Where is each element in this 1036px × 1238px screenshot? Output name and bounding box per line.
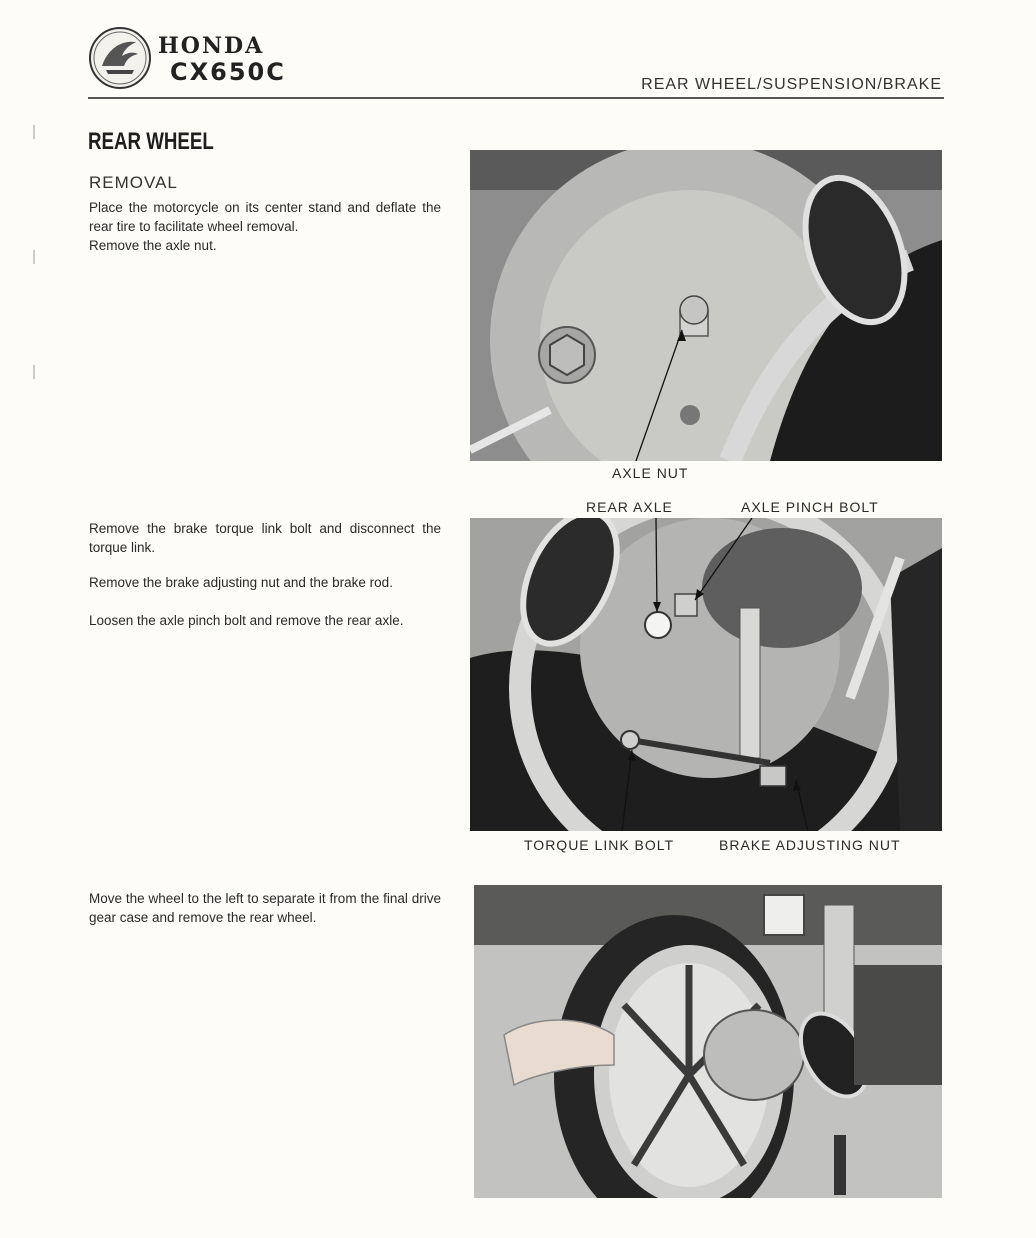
margin-mark xyxy=(33,125,35,139)
step-paragraph: Move the wheel to the left to separate it from the final drive gear case and remove the rear wheel. xyxy=(89,891,441,925)
removal-heading: REMOVAL xyxy=(89,173,178,192)
callout-brake-adjusting-nut: BRAKE ADJUSTING NUT xyxy=(719,837,901,853)
photo-wheel-removal xyxy=(474,885,942,1198)
step-paragraph: Remove the brake torque link bolt and disconnect the torque link. xyxy=(89,521,441,555)
honda-wing-icon xyxy=(88,26,152,90)
step-paragraph: Remove the brake adjusting nut and the brake rod. xyxy=(89,575,393,590)
step-paragraph: Loosen the axle pinch bolt and remove the rear axle. xyxy=(89,613,404,628)
step-paragraph xyxy=(89,198,441,255)
brand-name: HONDA xyxy=(158,33,265,59)
callout-rear-axle: REAR AXLE xyxy=(586,499,673,515)
section-header: REAR WHEEL/SUSPENSION/BRAKE xyxy=(641,76,942,93)
page-title: REAR WHEEL xyxy=(88,128,214,155)
model-name: CX650C xyxy=(170,58,286,86)
leader-lines xyxy=(470,518,942,831)
header-divider xyxy=(88,97,944,99)
step-text: Place the motorcycle on its center stand and deflate the rear tire to facilitate wheel removal. xyxy=(89,200,441,234)
callout-axle-pinch-bolt: AXLE PINCH BOLT xyxy=(741,499,879,515)
leader-line xyxy=(470,150,942,461)
margin-mark xyxy=(33,365,35,379)
callout-torque-link-bolt: TORQUE LINK BOLT xyxy=(524,837,675,853)
callout-axle-nut: AXLE NUT xyxy=(612,465,689,481)
step-text: Remove the axle nut. xyxy=(89,238,217,253)
margin-mark xyxy=(33,250,35,264)
